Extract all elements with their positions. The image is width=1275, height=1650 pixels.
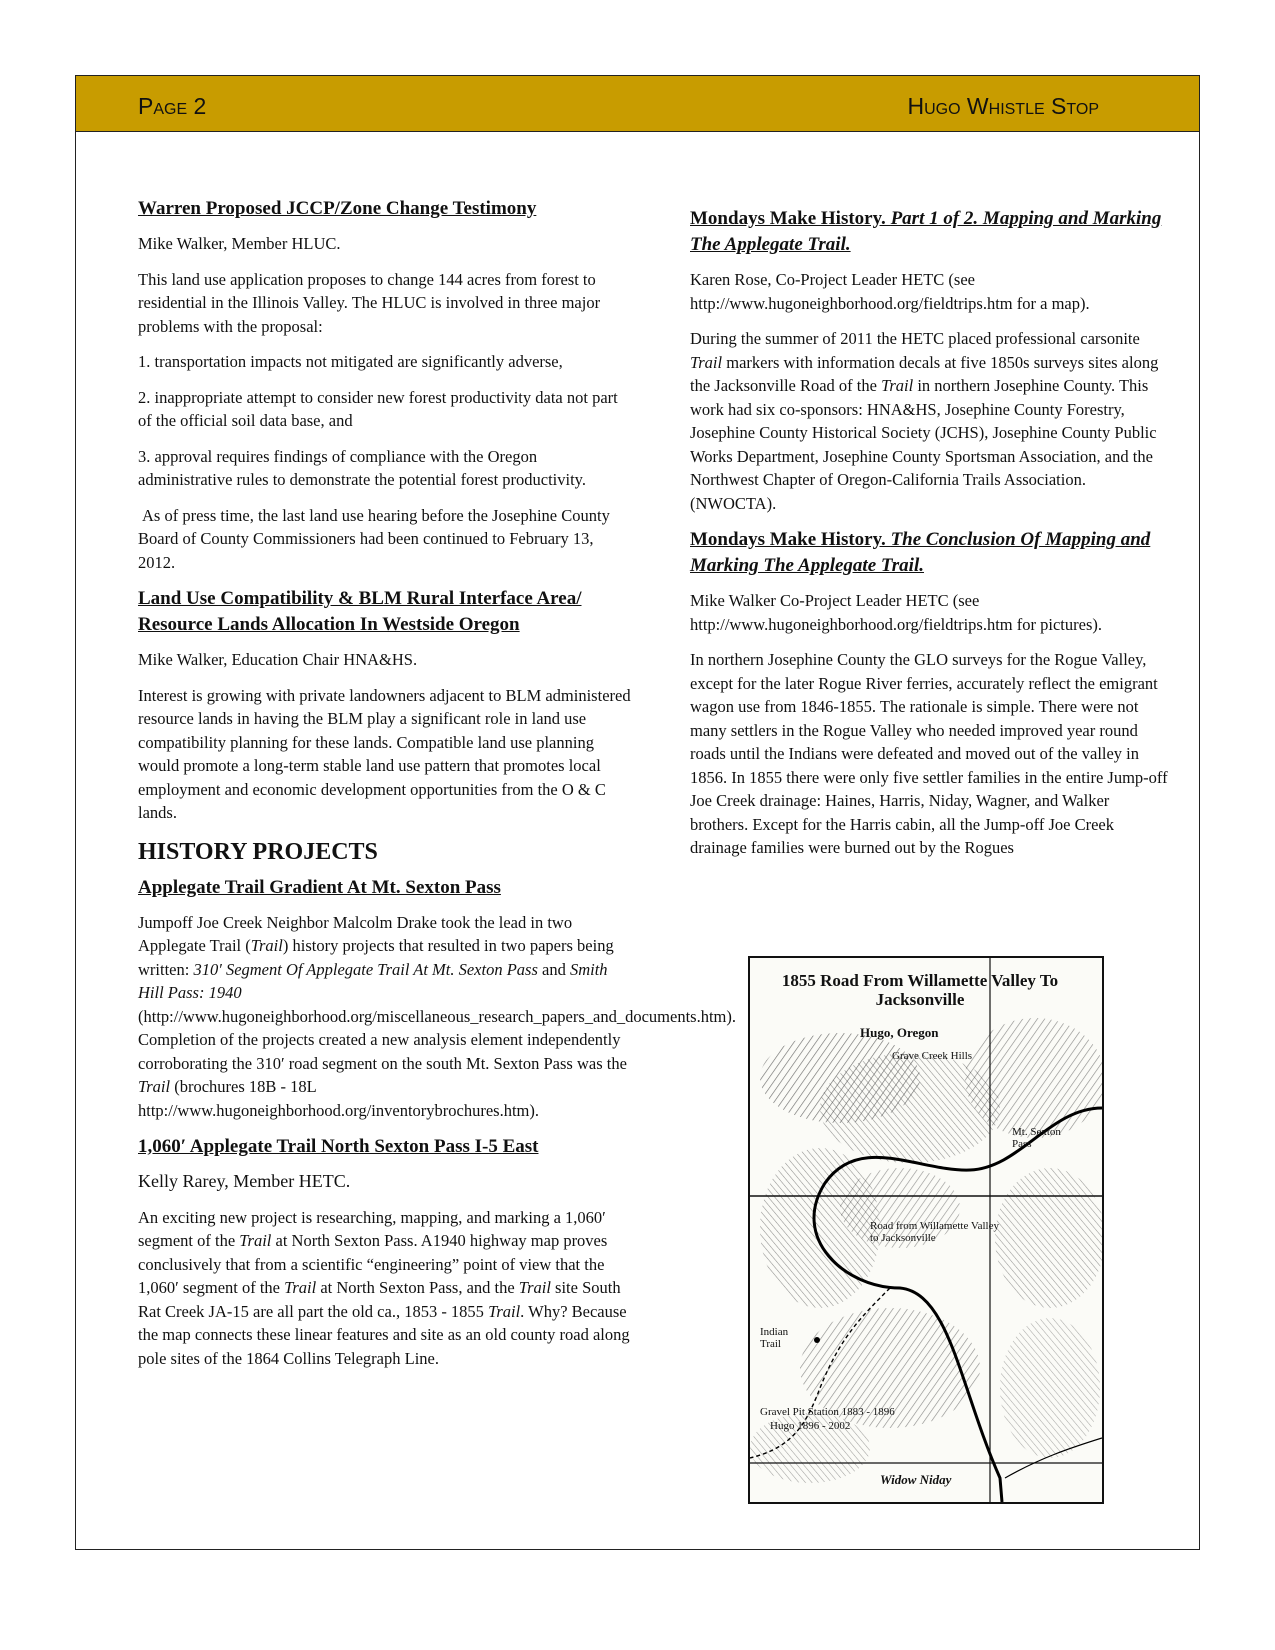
article-byline: Kelly Rarey, Member HETC. bbox=[138, 1171, 351, 1191]
article-byline: Mike Walker Co-Project Leader HETC (see http://www.hugoneighborhood.org/fieldtrips.htm for pictures). bbox=[690, 591, 1102, 634]
right-column bbox=[690, 206, 1170, 872]
article-byline: Mike Walker, Member HLUC. bbox=[138, 234, 341, 253]
left-column bbox=[138, 196, 736, 1382]
article-title: Mondays Make History. The Conclusion Of Mapping and Marking The Applegate Trail. bbox=[690, 529, 1151, 576]
map-subtitle: Hugo, Oregon bbox=[860, 1025, 939, 1040]
list-item: 1. transportation impacts not mitigated are significantly adverse, bbox=[138, 352, 563, 371]
map-label-widow: Widow Niday bbox=[880, 1472, 952, 1487]
map-label-hugo: Hugo 1896 - 2002 bbox=[770, 1420, 851, 1432]
article-paragraph: Jumpoff Joe Creek Neighbor Malcolm Drake took the lead in two Applegate Trail (Trail) history projects that resulted in two papers being written: 310′ Segment Of Applegate Trail At Mt. Sexton Pass and Smith Hill Pass: 1940 (http://www.hugoneighborhood.org/miscellaneous_research_papers_and_documents.htm). Completion of the projects created a new analysis element independently corroborating the 310′ road segment on the south Mt. Sexton Pass was the Trail (brochures 18B - 18L http://www.hugoneighborhood.org/inventorybrochures.htm). bbox=[138, 912, 736, 1120]
historic-map bbox=[748, 956, 1104, 1504]
article-paragraph: Interest is growing with private landowners adjacent to BLM administered resource lands in having the BLM play a significant role in land use compatibility planning for these lands. Compatible land use planning would promote a long-term stable land use pattern that promotes local employment and economic development opportunities from the O & C lands. bbox=[138, 685, 631, 822]
map-label-indian-trail: Indian Trail bbox=[760, 1326, 789, 1351]
map-title: 1855 Road From Willamette Valley To Jacksonville bbox=[781, 971, 1059, 1009]
article-paragraph: An exciting new project is researching, mapping, and marking a 1,060′ segment of the Trail at North Sexton Pass. A1940 highway map proves conclusively that from a scientific “engineering” point of view that the 1,060′ segment of the Trail at North Sexton Pass, and the Trail site South Rat Creek JA-15 are all part the old ca., 1853 - 1855 Trail. Why? Because the map connects these linear features and site as an old county road along pole sites of the 1864 Collins Telegraph Line. bbox=[138, 1207, 630, 1368]
article-byline: Mike Walker, Education Chair HNA&HS. bbox=[138, 650, 418, 669]
article-title: Land Use Compatibility & BLM Rural Interface Area/ Resource Lands Allocation In Westside Oregon bbox=[138, 588, 582, 635]
map-label-pass: Mt. Sexton Pass bbox=[1012, 1126, 1061, 1151]
article-byline: Karen Rose, Co-Project Leader HETC (see http://www.hugoneighborhood.org/fieldtrips.htm for a map). bbox=[690, 270, 1090, 313]
map-label-station: Gravel Pit Station 1883 - 1896 bbox=[760, 1406, 895, 1418]
page-header bbox=[75, 75, 1200, 132]
article-paragraph: This land use application proposes to change 144 acres from forest to residential in the Illinois Valley. The HLUC is involved in three major problems with the proposal: bbox=[138, 269, 601, 336]
publication-name: Hugo Whistle Stop bbox=[907, 93, 1099, 119]
article-paragraph: In northern Josephine County the GLO surveys for the Rogue Valley, except for the later Rogue River ferries, accurately reflect the emigrant wagon use from 1846-1855. The rationale is simple. There were not many settlers in the Rogue Valley who needed improved year round roads until the Indians were defeated and moved out of the valley in 1856. In 1855 there were only five settler families in the entire Jump-off Joe Creek drainage: Haines, Harris, Niday, Wagner, and Walker brothers. Except for the Harris cabin, all the Jump-off Joe Creek drainage families were burned out by the Rogues bbox=[690, 650, 1168, 857]
list-item: 2. inappropriate attempt to consider new forest productivity data not part of the official soil data base, and bbox=[138, 387, 618, 430]
map-label-road: Road from Willamette Valley to Jacksonville bbox=[870, 1220, 999, 1245]
section-heading: HISTORY PROJECTS bbox=[138, 838, 378, 865]
article-title: Mondays Make History. Part 1 of 2. Mapping and Marking The Applegate Trail. bbox=[690, 208, 1162, 255]
map-label-hills: Grave Creek Hills bbox=[892, 1050, 973, 1062]
article-paragraph: During the summer of 2011 the HETC placed professional carsonite Trail markers with information decals at five 1850s surveys sites along the Jacksonville Road of the Trail in northern Josephine County. This work had six co-sponsors: HNA&HS, Josephine County Forestry, Josephine County Historical Society (JCHS), Josephine County Public Works Department, Josephine County Sportsman Association, and the Northwest Chapter of Oregon-California Trails Association. (NWOCTA). bbox=[690, 329, 1159, 513]
list-item: 3. approval requires findings of compliance with the Oregon administrative rules to demonstrate the potential forest productivity. bbox=[138, 446, 586, 489]
article-paragraph: As of press time, the last land use hearing before the Josephine County Board of County Commissioners had been continued to February 13, 2012. bbox=[138, 505, 610, 572]
article-title: Warren Proposed JCCP/Zone Change Testimony bbox=[138, 198, 537, 219]
article-title: Applegate Trail Gradient At Mt. Sexton Pass bbox=[138, 876, 501, 898]
page-number: Page 2 bbox=[138, 93, 207, 119]
article-title: 1,060′ Applegate Trail North Sexton Pass I-5 East bbox=[138, 1136, 539, 1157]
